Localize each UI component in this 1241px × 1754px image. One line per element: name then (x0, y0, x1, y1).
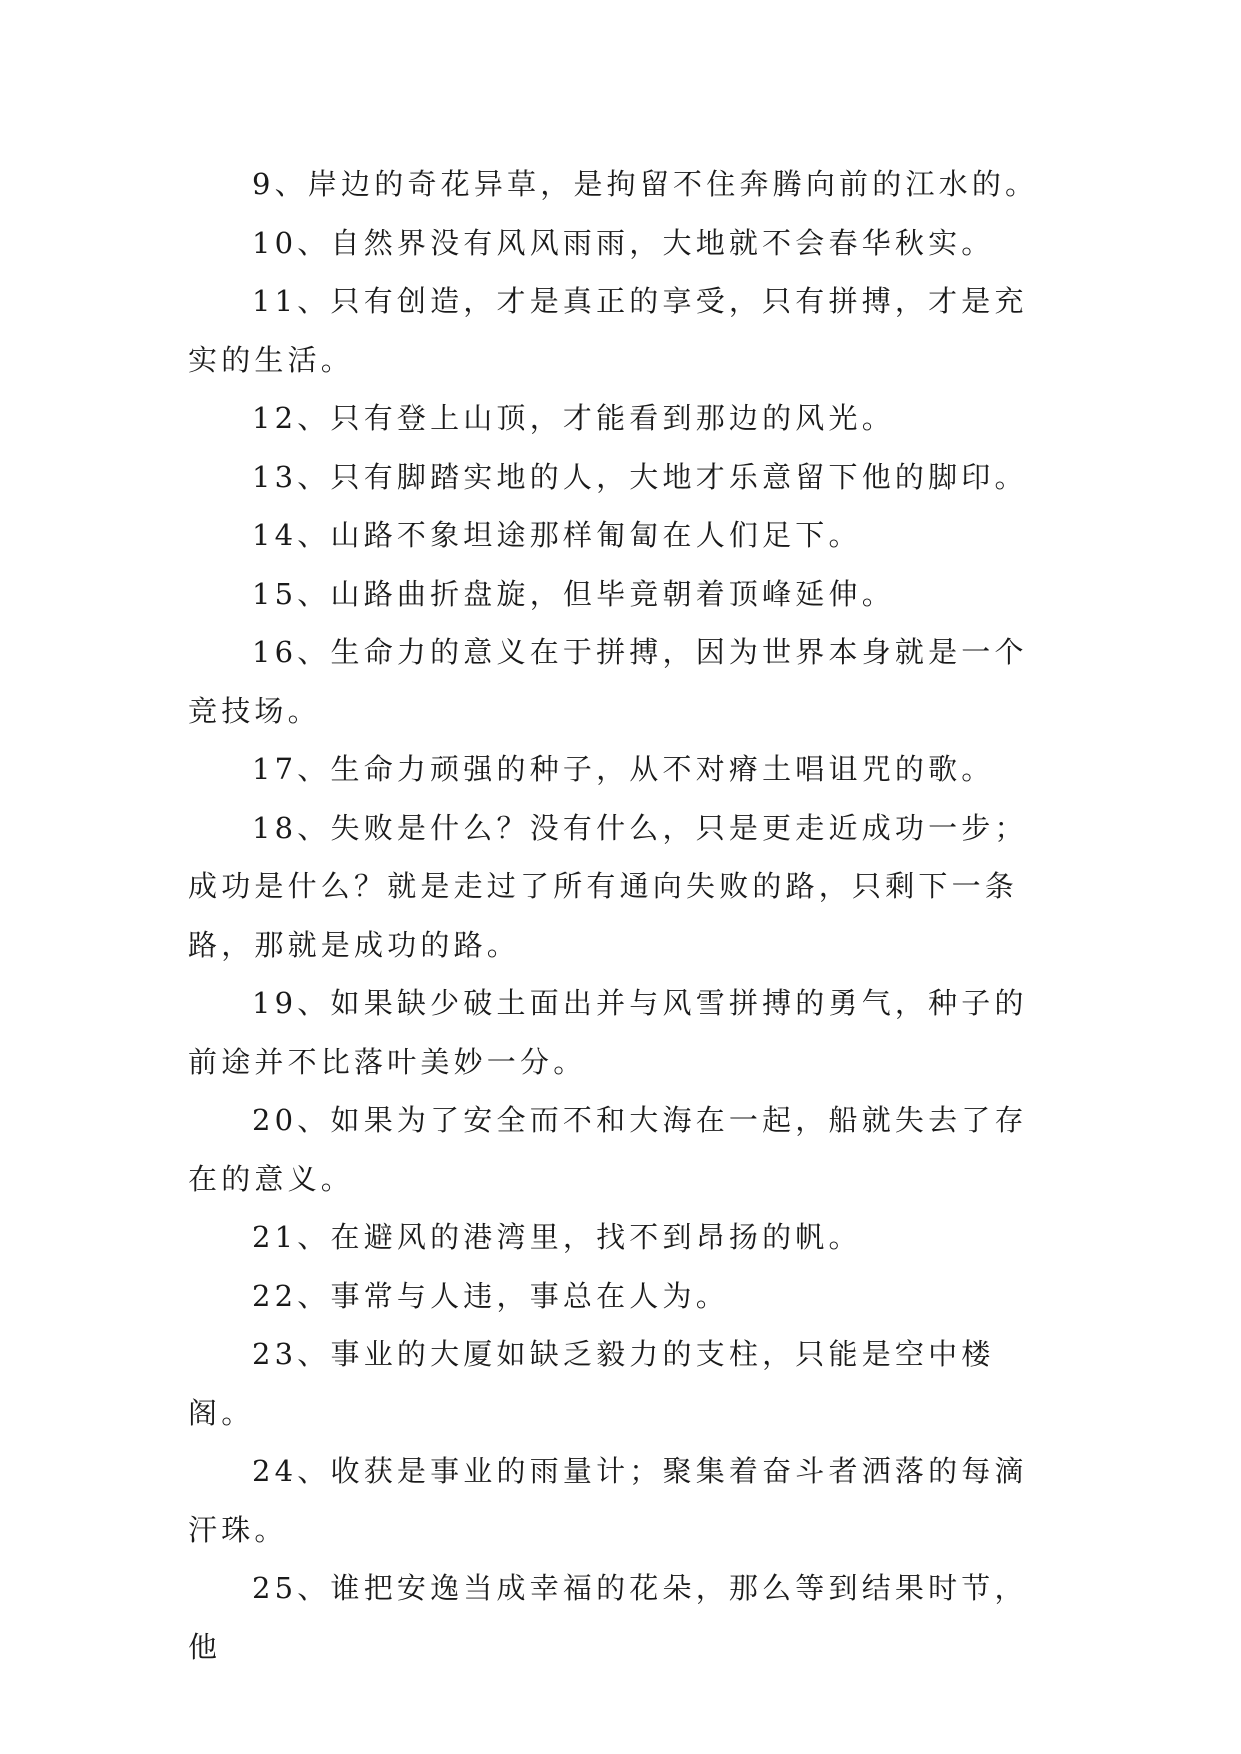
paragraph-16: 16、生命力的意义在于拼搏，因为世界本身就是一个竞技场。 (188, 635, 1028, 728)
paragraph-19: 19、如果缺少破土面出并与风雪拼搏的勇气，种子的前途并不比落叶美妙一分。 (188, 986, 1028, 1079)
paragraph-15: 15、山路曲折盘旋，但毕竟朝着顶峰延伸。 (252, 576, 895, 611)
paragraph-12: 12、只有登上山顶，才能看到那边的风光。 (252, 401, 895, 435)
paragraph-10: 10、自然界没有风风雨雨，大地就不会春华秋实。 (252, 225, 995, 260)
paragraph-9: 9、岸边的奇花异草，是拘留不住奔腾向前的江水的。 (252, 167, 1039, 201)
paragraph-13: 13、只有脚踏实地的人，大地才乐意留下他的脚印。 (252, 459, 1028, 494)
paragraph-22: 22、事常与人违，事总在人为。 (252, 1278, 729, 1313)
paragraph-25: 25、谁把安逸当成幸福的花朵，那么等到结果时节，他 (188, 1571, 1028, 1664)
paragraph-11: 11、只有创造，才是真正的享受，只有拼搏，才是充实的生活。 (188, 284, 1028, 377)
paragraph-23: 23、事业的大厦如缺乏毅力的支柱，只能是空中楼阁。 (188, 1337, 995, 1430)
document-body (188, 155, 1048, 1676)
paragraph-17: 17、生命力顽强的种子，从不对瘠土唱诅咒的歌。 (252, 752, 995, 786)
paragraph-14: 14、山路不象坦途那样匍匐在人们足下。 (252, 518, 862, 552)
paragraph-20: 20、如果为了安全而不和大海在一起，船就失去了存在的意义。 (188, 1103, 1028, 1196)
paragraph-24: 24、收获是事业的雨量计；聚集着奋斗者洒落的每滴汗珠。 (188, 1454, 1028, 1547)
paragraph-21: 21、在避风的港湾里，找不到昂扬的帆。 (252, 1220, 862, 1254)
paragraph-18: 18、失败是什么？没有什么，只是更走近成功一步；成功是什么？就是走过了所有通向失败的路，只剩下一条路，那就是成功的路。 (188, 810, 1028, 962)
